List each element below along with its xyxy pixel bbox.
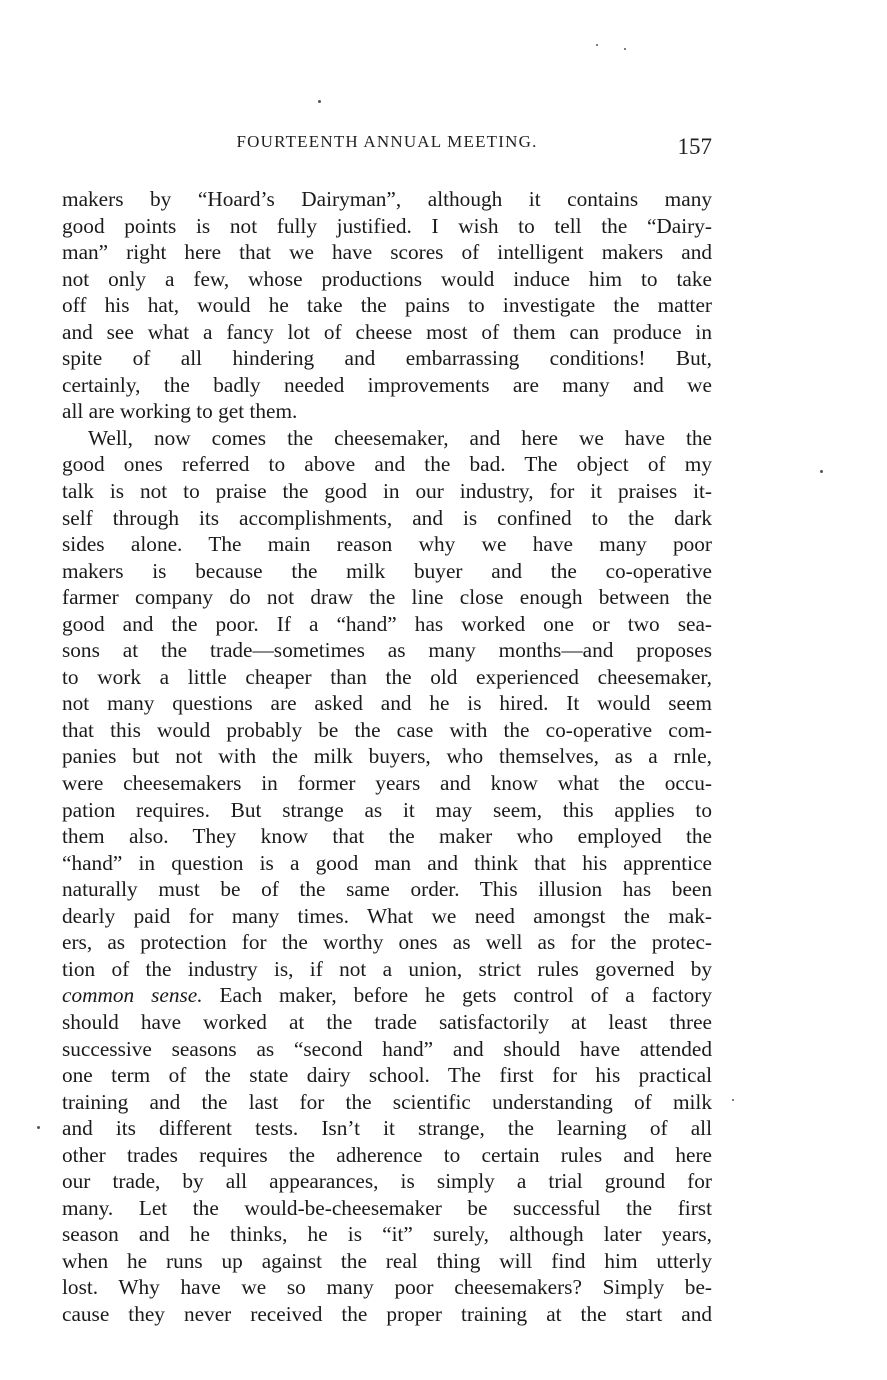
text-line: one term of the state dairy school. The first for his practical [62,1063,712,1088]
text-line: farmer company do not draw the line close enough between the [62,585,712,610]
text-line: sons at the trade—sometimes as many months—and proposes [62,638,712,663]
text-line: man” right here that we have scores of intelligent makers and [62,240,712,265]
scan-speck [318,100,321,103]
text-line: cause they never received the proper training at the start and [62,1301,712,1326]
text-line-with-italic [62,982,712,1009]
text-line: to work a little cheaper than the old experienced cheesemaker, [62,664,712,689]
scan-speck [596,44,598,46]
text-line: them also. They know that the maker who employed the [62,824,712,849]
body-text [62,186,712,1328]
paragraph-start-line: Well, now comes the cheesemaker, and here we have the [88,425,712,450]
text-line: “hand” in question is a good man and think that his apprentice [62,850,712,875]
text-line: lost. Why have we so many poor cheesemakers? Simply be- [62,1275,712,1300]
text-line: our trade, by all appearances, is simply a trial ground for [62,1169,712,1194]
text-line: were cheesemakers in former years and know what the occu- [62,771,712,796]
text-line: not only a few, whose productions would induce him to take [62,266,712,291]
text-line: and its different tests. Isn’t it strange, the learning of all [62,1116,712,1141]
text-line: not many questions are asked and he is hired. It would seem [62,691,712,716]
text-line: training and the last for the scientific understanding of milk [62,1089,712,1114]
text-line: should have worked at the trade satisfactorily at least three [62,1009,712,1034]
scan-speck [624,48,626,50]
text-line: pation requires. But strange as it may seem, this applies to [62,797,712,822]
text-line: makers is because the milk buyer and the co-operative [62,558,712,583]
text-line: tion of the industry is, if not a union, strict rules governed by [62,956,712,981]
scan-speck [37,1126,40,1129]
text-line: sides alone. The main reason why we have many poor [62,532,712,557]
text-line: naturally must be of the same order. This illusion has been [62,877,712,902]
text-line: ers, as protection for the worthy ones as well as for the protec- [62,930,712,955]
text-line: good and the poor. If a “hand” has worked one or two sea- [62,611,712,636]
text-line: good ones referred to above and the bad. The object of my [62,452,712,477]
text-line: spite of all hindering and embarrassing conditions! But, [62,346,712,371]
text-line: makers by “Hoard’s Dairyman”, although it contains many [62,187,712,211]
text-line: dearly paid for many times. What we need amongst the mak- [62,903,712,928]
text-line: successive seasons as “second hand” and should have attended [62,1036,712,1061]
page-number: 157 [677,134,712,159]
text-line: self through its accomplishments, and is confined to the dark [62,505,712,530]
text-line: that this would probably be the case with the co-operative com- [62,717,712,742]
italic-phrase: common sense. [62,983,203,1008]
text-line: panies but not with the milk buyers, who themselves, as a rnle, [62,744,712,769]
text-line: good points is not fully justified. I wish to tell the “Dairy- [62,213,712,238]
text-line: many. Let the would-be-cheesemaker be successful the first [62,1195,712,1220]
text-line: talk is not to praise the good in our industry, for it praises it- [62,479,712,504]
text-line: when he runs up against the real thing will find him utterly [62,1248,712,1273]
text-line: and see what a fancy lot of cheese most of them can produce in [62,319,712,344]
scan-speck [732,1099,734,1101]
running-title: FOURTEENTH ANNUAL MEETING. [236,132,538,151]
line-remainder: Each maker, before he gets control of a factory [202,983,713,1008]
text-line: off his hat, would he take the pains to investigate the matter [62,293,712,318]
scan-speck [820,470,823,473]
text-line: other trades requires the adherence to certain rules and here [62,1142,712,1167]
running-header [62,132,712,162]
paragraph-end-line: all are working to get them. [62,399,298,424]
text-line: certainly, the badly needed improvements are many and we [62,372,712,397]
text-line: season and he thinks, he is “it” surely, although later years, [62,1222,712,1247]
